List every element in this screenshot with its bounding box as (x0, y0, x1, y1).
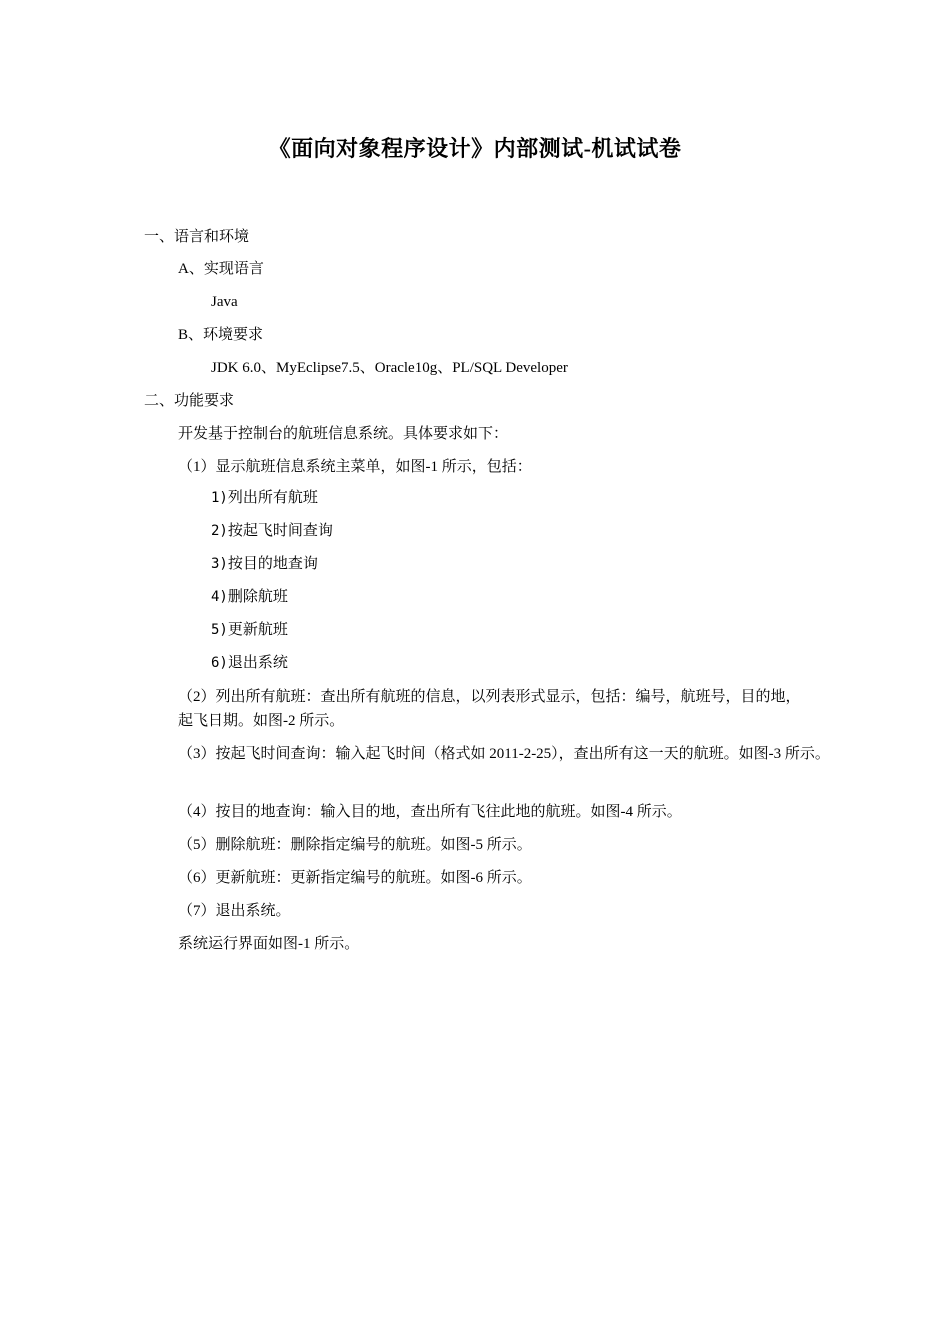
menu-item-3 (211, 553, 318, 575)
menu-item-number: 2) (211, 523, 228, 539)
menu-item-1 (211, 487, 318, 509)
menu-item-text: 列出所有航班 (227, 490, 318, 506)
requirement-6: （6）更新航班：更新指定编号的航班。如图-6 所示。 (178, 870, 532, 886)
requirement-7: （7）退出系统。 (178, 903, 291, 919)
section-1b-heading: B、环境要求 (178, 327, 264, 343)
menu-item-text: 按目的地查询 (227, 556, 318, 572)
section-2-intro: 开发基于控制台的航班信息系统。具体要求如下： (178, 426, 509, 442)
requirement-4: （4）按目的地查询：输入目的地，查出所有飞往此地的航班。如图-4 所示。 (178, 804, 682, 820)
menu-item-2 (211, 520, 333, 542)
requirement-5: （5）删除航班：删除指定编号的航班。如图-5 所示。 (178, 837, 532, 853)
menu-item-text: 退出系统 (227, 655, 288, 671)
requirement-2: （2）列出所有航班：查出所有航班的信息，以列表形式显示，包括：编号，航班号，目的地，起飞日期。如图-2 所示。 (178, 689, 801, 729)
section-2-outro: 系统运行界面如图-1 所示。 (178, 936, 360, 952)
section-1a-value: Java (211, 294, 238, 310)
menu-item-text: 按起飞时间查询 (227, 523, 333, 539)
section-1-heading: 一、语言和环境 (144, 229, 250, 245)
menu-item-number: 1) (211, 490, 228, 506)
section-1a-heading: A、实现语言 (178, 261, 264, 277)
menu-item-5 (211, 619, 288, 641)
menu-item-4 (211, 586, 288, 608)
requirement-1: （1）显示航班信息系统主菜单，如图-1 所示，包括： (178, 459, 532, 475)
menu-item-text: 删除航班 (227, 589, 288, 605)
menu-item-number: 6) (211, 655, 228, 671)
menu-item-6 (211, 652, 288, 674)
requirement-3: （3）按起飞时间查询：输入起飞时间（格式如 2011-2-25），查出所有这一天的航班。如图-3 所示。 (178, 746, 830, 762)
menu-item-number: 5) (211, 622, 228, 638)
menu-item-number: 3) (211, 556, 228, 572)
section-1b-value: JDK 6.0、MyEclipse7.5、Oracle10g、PL/SQL Developer (211, 360, 568, 376)
section-2-heading: 二、功能要求 (144, 393, 235, 409)
menu-item-text: 更新航班 (227, 622, 288, 638)
menu-item-number: 4) (211, 589, 228, 605)
document-title: 《面向对象程序设计》内部测试-机试试卷 (268, 136, 682, 161)
